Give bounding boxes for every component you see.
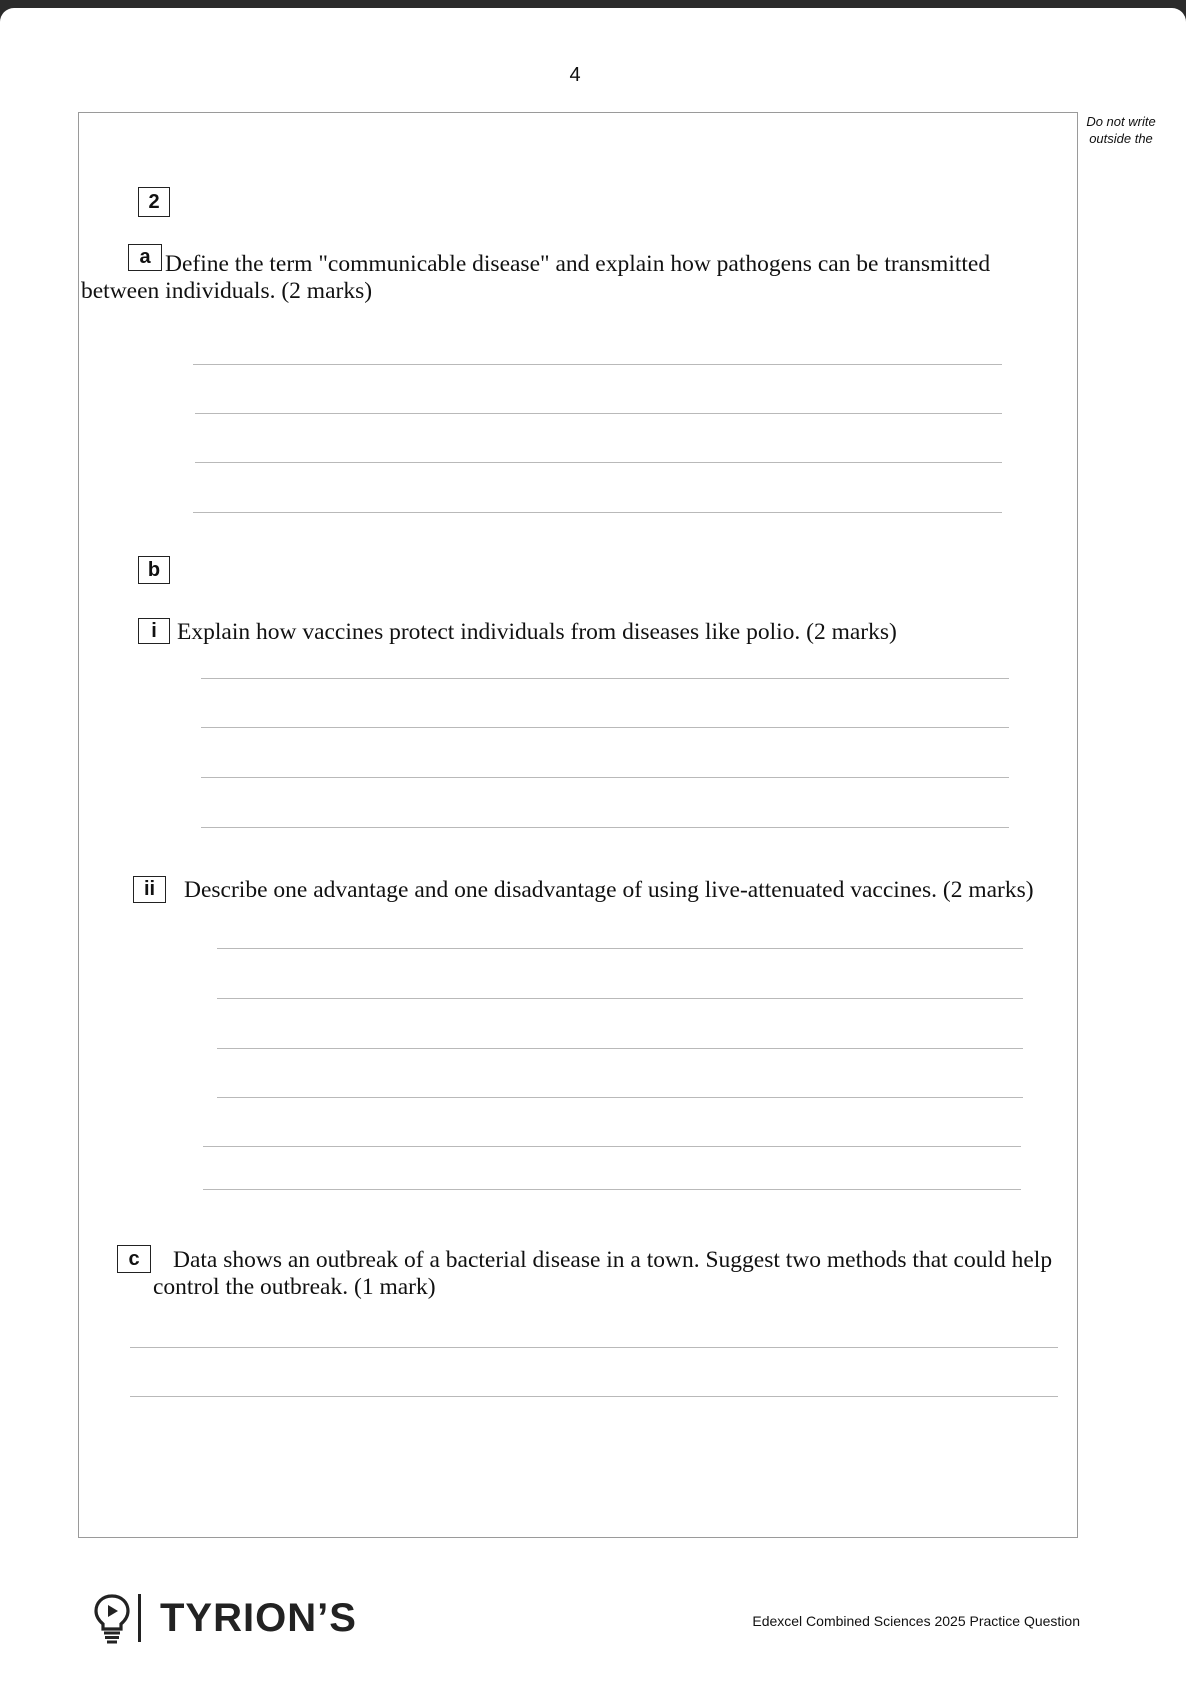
part-b-i-answer-line[interactable]: [201, 777, 1009, 778]
part-b-ii-text: Describe one advantage and one disadvantage of using live-attenuated vaccines. (2 marks): [184, 877, 1034, 903]
part-b-ii-answer-line[interactable]: [217, 998, 1023, 999]
part-a-label: a: [128, 244, 162, 271]
footer-note: Edexcel Combined Sciences 2025 Practice Question: [752, 1613, 1080, 1629]
part-a-answer-line[interactable]: [193, 512, 1002, 513]
brand-logo: [92, 1592, 362, 1644]
part-b-ii-answer-line[interactable]: [217, 1097, 1023, 1098]
part-b-ii-label: ii: [133, 876, 166, 903]
answer-frame: [78, 112, 1078, 1538]
part-b-i-answer-line[interactable]: [201, 727, 1009, 728]
margin-note: [1078, 113, 1164, 147]
part-b-i-answer-line[interactable]: [201, 827, 1009, 828]
part-c-label: c: [117, 1245, 151, 1273]
part-b-ii-answer-line[interactable]: [203, 1189, 1021, 1190]
question-number-box: 2: [138, 187, 170, 217]
logo-separator: [138, 1594, 141, 1642]
part-c-text-line-2: control the outbreak. (1 mark): [153, 1274, 436, 1300]
part-c-answer-line[interactable]: [130, 1347, 1058, 1348]
part-b-i-text: Explain how vaccines protect individuals from diseases like polio. (2 marks): [177, 619, 897, 645]
margin-note-line-1: Do not write: [1086, 114, 1156, 129]
part-b-ii-answer-line[interactable]: [217, 1048, 1023, 1049]
part-b-i-label: i: [138, 618, 170, 644]
part-b-label: b: [138, 556, 170, 584]
part-b-ii-answer-line[interactable]: [217, 948, 1023, 949]
exam-page: [0, 8, 1186, 1690]
part-a-answer-line[interactable]: [195, 413, 1002, 414]
part-a-answer-line[interactable]: [195, 462, 1002, 463]
lightbulb-play-icon: [92, 1592, 132, 1644]
part-b-ii-answer-line[interactable]: [203, 1146, 1021, 1147]
part-a-answer-line[interactable]: [193, 364, 1002, 365]
part-a-text-line-2: between individuals. (2 marks): [81, 278, 373, 304]
page-number: 4: [569, 64, 581, 86]
part-a-text-line-1: Define the term "communicable disease" and explain how pathogens can be transmitted: [165, 251, 991, 277]
margin-note-line-2: outside the: [1089, 131, 1153, 146]
part-b-i-answer-line[interactable]: [201, 678, 1009, 679]
brand-name: TYRION’S: [160, 1596, 357, 1640]
part-c-answer-line[interactable]: [130, 1396, 1058, 1397]
part-c-text-line-1: Data shows an outbreak of a bacterial disease in a town. Suggest two methods that could help: [173, 1247, 1053, 1273]
